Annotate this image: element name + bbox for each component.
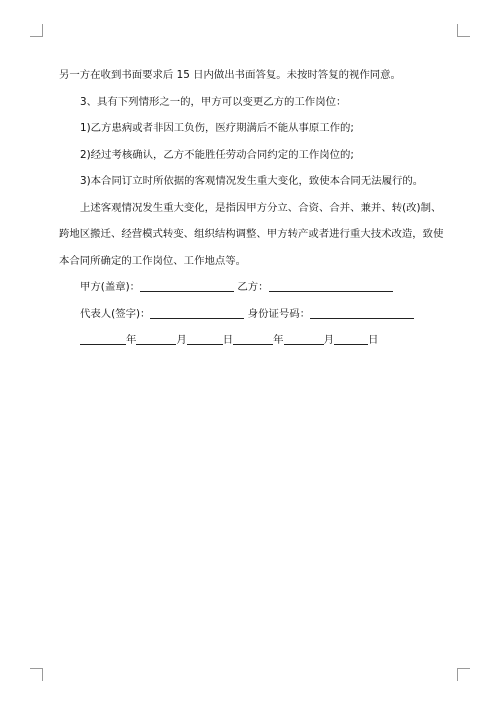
party-a-blank[interactable] (140, 279, 234, 292)
continuation-line: 另一方在收到书面要求后 15 日内做出书面答复。未按时答复的视作同意。 (59, 69, 401, 81)
date-row (59, 327, 451, 354)
representative-blank[interactable] (150, 306, 244, 319)
crop-mark-bottom-right (457, 668, 470, 681)
crop-mark-top-left (30, 24, 43, 37)
representative-row (59, 301, 451, 328)
party-a-year-label: 年 (126, 334, 137, 346)
party-b-label: 乙方： (237, 281, 269, 293)
party-a-day-label: 日 (222, 334, 234, 346)
party-b-year-label: 年 (273, 334, 284, 346)
party-a-year-blank[interactable] (80, 332, 126, 345)
party-a-month-blank[interactable] (136, 332, 176, 345)
document-body (59, 62, 451, 354)
explanation-paragraph: 上述客观情况发生重大变化，是指因甲方分立、合资、合并、兼并、转(改)制、跨地区搬迁、经营模式转变、组织结构调整、甲方转产或者进行重大技术改造，致使本合同所确定的工作岗位、工作地点等。 (59, 201, 444, 267)
party-a-month-label: 月 (176, 334, 187, 346)
id-number-label: 身份证号码： (247, 307, 311, 320)
representative-label: 代表人(签字)： (80, 307, 151, 320)
party-b-year-blank[interactable] (233, 332, 273, 345)
crop-mark-bottom-left (30, 668, 43, 681)
id-number-blank[interactable] (310, 306, 414, 319)
clause-3-heading: 3、具有下列情形之一的，甲方可以变更乙方的工作岗位： (80, 95, 347, 108)
party-b-day-label: 日 (367, 334, 379, 346)
party-b-day-blank[interactable] (334, 332, 368, 345)
clause-3-item-1: 1)乙方患病或者非因工负伤，医疗期满后不能从事原工作的; (80, 122, 354, 134)
clause-3-item-3: 3)本合同订立时所依据的客观情况发生重大变化，致使本合同无法履行的。 (80, 175, 424, 187)
party-b-blank[interactable] (269, 279, 393, 292)
party-a-label: 甲方(盖章)： (80, 281, 141, 293)
party-a-day-blank[interactable] (187, 332, 223, 345)
clause-3-item-2: 2)经过考核确认，乙方不能胜任劳动合同约定的工作岗位的; (80, 148, 354, 161)
party-b-month-blank[interactable] (284, 332, 324, 345)
party-b-month-label: 月 (323, 334, 334, 346)
crop-mark-top-right (457, 24, 470, 37)
party-signature-row (59, 274, 451, 301)
